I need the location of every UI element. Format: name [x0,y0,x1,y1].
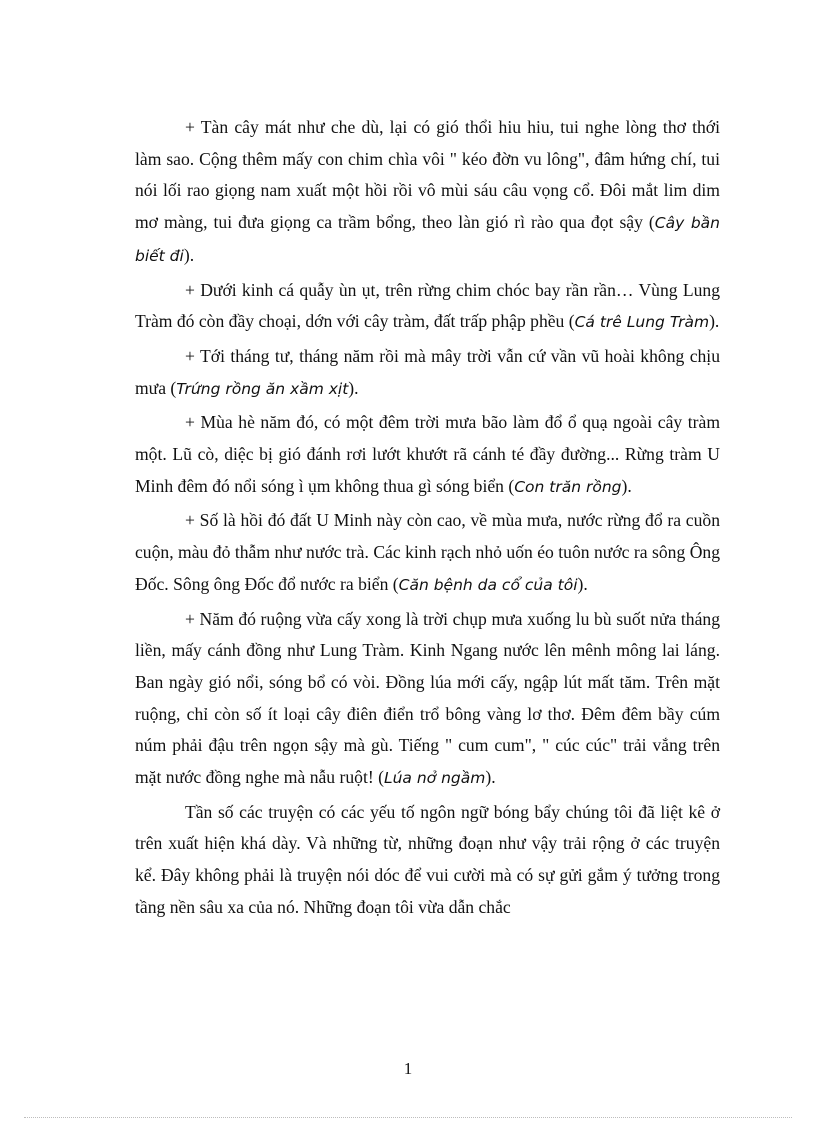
paragraph-1: + Tàn cây mát như che dù, lại có gió thổi hiu hiu, tui nghe lòng thơ thới làm sao. Cộng thêm mấy con chim chìa vôi " kéo đờn vu lông", đâm hứng chí, tui nói lối rao giọng nam xuất một hồi rồi vô mùi sáu câu vọng cổ. Đôi mắt lim dim mơ màng, tui đưa giọng ca trầm bổng, theo làn gió rì rào qua đọt sậy (Cây bần biết đi). [135,117,720,265]
story-title: Con trăn rồng [514,477,622,496]
paragraph-3: + Tới tháng tư, tháng năm rồi mà mây trời vẫn cứ vần vũ hoài không chịu mưa (Trứng rồng ăn xầm xịt). [135,345,720,398]
page-number: 1 [403,1059,413,1078]
page-bottom-border [24,1117,792,1118]
story-title: Căn bệnh da cổ của tôi [398,575,578,594]
paragraph-2: + Dưới kinh cá quẫy ùn ụt, trên rừng chim chóc bay rần rần… Vùng Lung Tràm đó còn đầy choại, dớn với cây tràm, đất trấp phập phều (Cá trê Lung Tràm). [135,279,720,332]
body-text [135,112,720,924]
story-title: Cây bần biết đi [135,214,720,265]
story-title: Cá trê Lung Tràm [574,313,710,332]
story-title: Lúa nở ngầm [383,769,486,788]
paragraph-6: + Năm đó ruộng vừa cấy xong là trời chụp mưa xuống lu bù suốt nửa tháng liền, mấy cánh đồng như Lung Tràm. Kinh Ngang nước lên mênh mông lai láng. Ban ngày gió nổi, sóng bổ có vòi. Đồng lúa mới cấy, ngập lút mất tăm. Trên mặt ruộng, chỉ còn số ít loại cây điên điển trổ bông vàng lơ thơ. Đêm đêm bầy cúm núm phải đậu trên ngọn sậy mà gù. Tiếng " cum cum", " cúc cúc" trải vắng trên mặt nước đồng nghe mà nẫu ruột! (Lúa nở ngầm). [135,608,720,788]
paragraph-7: Tần số các truyện có các yếu tố ngôn ngữ bóng bẩy chúng tôi đã liệt kê ở trên xuất hiện khá dày. Và những từ, những đoạn như vậy trải rộng ở các truyện kể. Đây không phải là truyện nói dóc để vui cười mà có sự gửi gắm ý tưởng trong tầng nền sâu xa của nó. Những đoạn tôi vừa dẫn chắc [135,801,720,917]
story-title: Trứng rồng ăn xầm xịt [176,379,349,398]
paragraph-4: + Mùa hè năm đó, có một đêm trời mưa bão làm đổ ổ quạ ngoài cây tràm một. Lũ cò, diệc bị gió đánh rơi lướt khướt rã cánh té đầy đường... Rừng tràm U Minh đêm đó nổi sóng ì ụm không thua gì sóng biển (Con trăn rồng). [135,412,720,496]
paragraph-5: + Số là hồi đó đất U Minh này còn cao, về mùa mưa, nước rừng đổ ra cuồn cuộn, màu đỏ thẫm như nước trà. Các kinh rạch nhỏ uốn éo tuôn nước ra sông Ông Đốc. Sông ông Đốc đổ nước ra biển (Căn bệnh da cổ của tôi). [135,510,720,594]
